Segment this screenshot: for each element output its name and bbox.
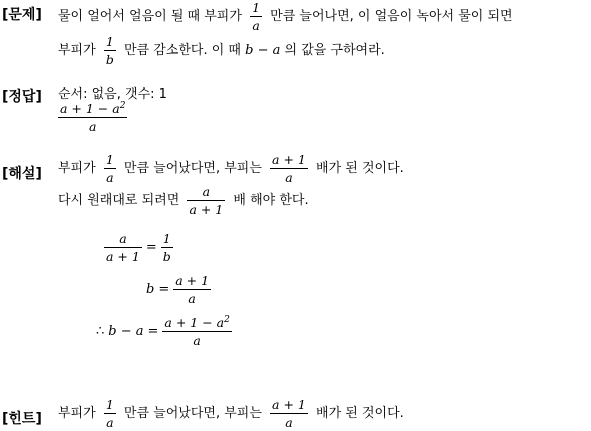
answer-fraction-wrap — [54, 102, 585, 133]
fraction: $\frac{a}{a + 1}$ — [189, 184, 224, 218]
problem-text: 부피가 — [58, 43, 96, 59]
fraction: $\frac{a + 1}{a}$ — [272, 152, 306, 186]
answer-meta: 순서: 없음, 갯수: 1 — [58, 87, 167, 102]
fraction: $\frac{1}{b}$ — [105, 34, 114, 68]
hint-content — [58, 398, 589, 429]
equation-row-3: ∴ b − a = $\frac{a + 1 - a^2}{a}$ — [96, 314, 230, 349]
equation-row-2: b = $\frac{a + 1}{a}$ — [146, 273, 210, 307]
math-expression: b − a — [245, 43, 281, 59]
hint-label: [힌트] — [2, 411, 42, 427]
problem-line-1 — [58, 1, 589, 32]
equation-block — [0, 232, 591, 352]
solution-content — [58, 152, 589, 218]
problem-text: 의 값을 구하여라. — [284, 43, 385, 59]
fraction: $\frac{1}{a}$ — [252, 0, 261, 34]
fraction: $\frac{a + 1}{a}$ — [175, 273, 210, 307]
fraction: $\frac{a}{a + 1}$ — [106, 231, 140, 265]
problem-content — [58, 0, 589, 68]
fraction: $\frac{1}{a}$ — [105, 152, 114, 186]
problem-text: 만큼 늘어나면, 이 얼음이 녹아서 물이 되면 — [270, 9, 513, 25]
fraction: $\frac{1}{b}$ — [162, 231, 171, 265]
problem-text: 물이 얼어서 얼음이 될 때 부피가 — [58, 9, 242, 25]
hint-line-1: 부피가 $\frac{1}{a}$ 만큼 늘어났다면, 부피는 $\frac{a + 1}{a}$ 배가 된 것이다. — [58, 397, 404, 431]
solution-line-1: 부피가 $\frac{1}{a}$ 만큼 늘어났다면, 부피는 $\frac{a + 1}{a}$ 배가 된 것이다. — [58, 152, 404, 186]
problem-line-2 — [58, 35, 589, 66]
answer-label: [정답] — [2, 89, 42, 105]
fraction: $\frac{1}{a}$ — [105, 397, 114, 431]
fraction: $\frac{a + 1}{a}$ — [272, 397, 306, 431]
fraction: $\frac{a + 1 - a^2}{a}$ — [164, 314, 230, 349]
solution-label: [해설] — [2, 166, 42, 182]
problem-text: 만큼 감소한다. 이 때 — [123, 43, 241, 59]
answer-content — [58, 84, 589, 135]
answer-fraction: $\frac{a + 1 - a^2}{a}$ — [60, 100, 126, 135]
solution-line-2: 다시 원래대로 되려면 $\frac{a}{a + 1}$ 배 해야 한다. — [58, 184, 309, 218]
equation-row-1: $\frac{a}{a + 1}$ = $\frac{1}{b}$ — [106, 231, 171, 265]
problem-label: [문제] — [2, 7, 42, 23]
